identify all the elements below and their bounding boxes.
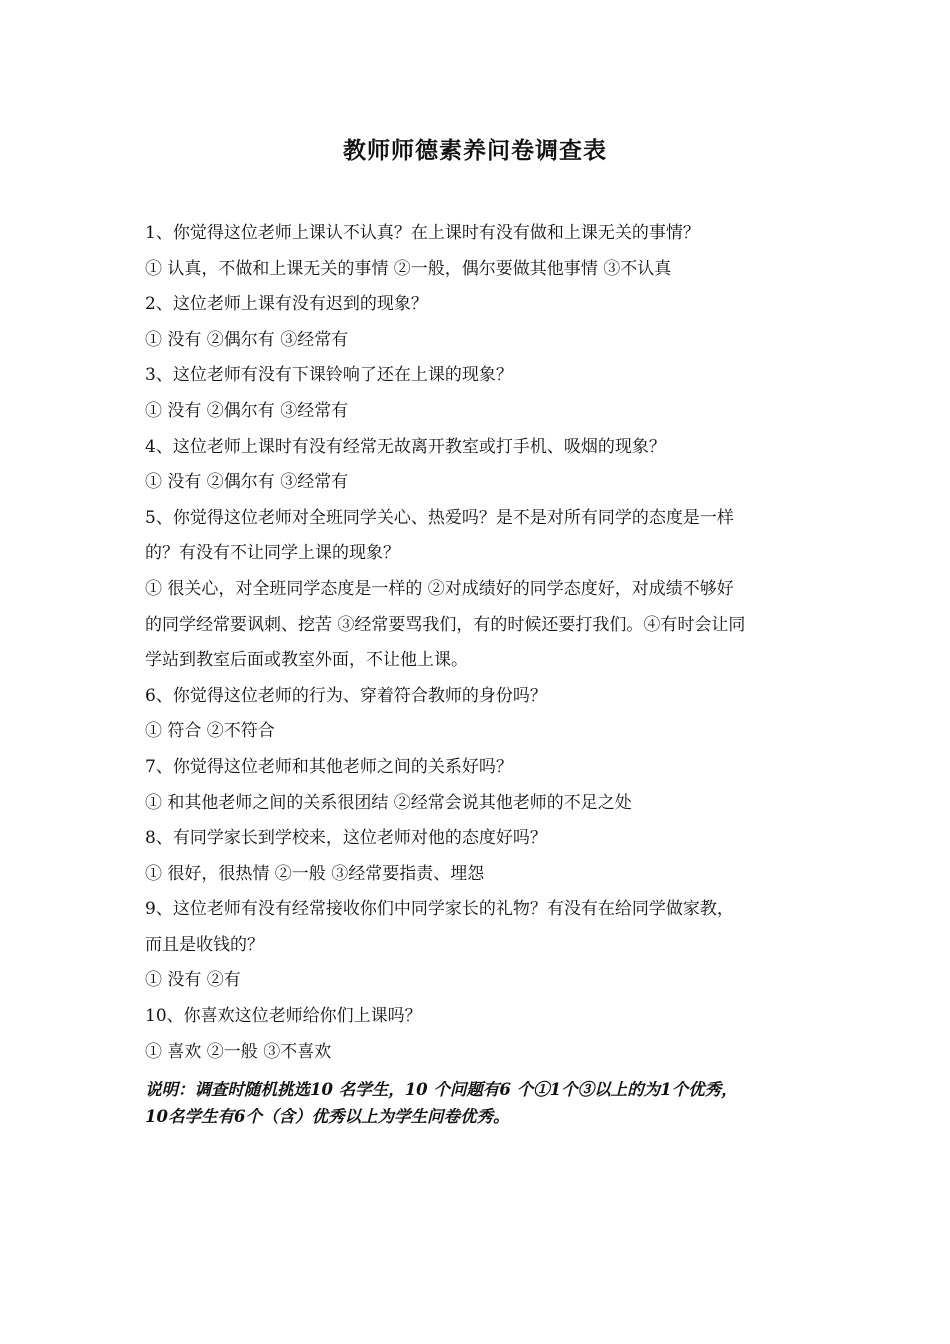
question-5-options-line-1: ① 很关心，对全班同学态度是一样的 ②对成绩好的同学态度好，对成绩不够好 [145, 578, 734, 599]
question-8: 8、有同学家长到学校来，这位老师对他的态度好吗？ [145, 828, 547, 849]
note-line-2: 10名学生有6个（含）优秀以上为学生问卷优秀。 [145, 1107, 510, 1126]
question-5-line-2: 的？有没有不让同学上课的现象？ [145, 543, 400, 564]
question-3-options: ① 没有 ②偶尔有 ③经常有 [145, 400, 349, 421]
question-7: 7、你觉得这位老师和其他老师之间的关系好吗？ [145, 756, 513, 777]
question-7-options: ① 和其他老师之间的关系很团结 ②经常会说其他老师的不足之处 [145, 792, 632, 813]
question-6: 6、你觉得这位老师的行为、穿着符合教师的身份吗？ [145, 685, 547, 706]
question-9-line-1: 9、这位老师有没有经常接收你们中同学家长的礼物？有没有在给同学做家教， [145, 899, 734, 920]
question-8-options: ① 很好，很热情 ②一般 ③经常要指责、埋怨 [145, 863, 485, 884]
question-4: 4、这位老师上课时有没有经常无故离开教室或打手机、吸烟的现象？ [145, 436, 666, 457]
survey-questions [145, 216, 815, 1070]
note-line-1: 说明：调查时随机挑选10 名学生，10 个问题有6 个①1个③以上的为1个优秀， [145, 1080, 738, 1099]
question-2-options: ① 没有 ②偶尔有 ③经常有 [145, 329, 349, 350]
question-10-options: ① 喜欢 ②一般 ③不喜欢 [145, 1041, 332, 1062]
question-1-options: ① 认真，不做和上课无关的事情 ②一般，偶尔要做其他事情 ③不认真 [145, 258, 672, 279]
question-2: 2、这位老师上课有没有迟到的现象？ [145, 294, 428, 315]
question-3: 3、这位老师有没有下课铃响了还在上课的现象？ [145, 365, 513, 386]
question-4-options: ① 没有 ②偶尔有 ③经常有 [145, 472, 349, 493]
page-title: 教师师德素养问卷调查表 [343, 137, 607, 164]
question-6-options: ① 符合 ②不符合 [145, 721, 275, 742]
question-9-options: ① 没有 ②有 [145, 970, 241, 991]
question-5-options-line-2: 的同学经常要讽刺、挖苦 ③经常要骂我们，有的时候还要打我们。④有时会让同 [145, 614, 746, 635]
question-9-line-2: 而且是收钱的？ [145, 934, 264, 955]
question-1: 1、你觉得这位老师上课认不认真？在上课时有没有做和上课无关的事情？ [145, 223, 700, 243]
question-10: 10、你喜欢这位老师给你们上课吗？ [145, 1006, 422, 1027]
question-5-options-line-3: 学站到教室后面或教室外面，不让他上课。 [145, 650, 468, 671]
explanation-note [145, 1076, 835, 1130]
question-5-line-1: 5、你觉得这位老师对全班同学关心、热爱吗？是不是对所有同学的态度是一样 [145, 507, 734, 528]
